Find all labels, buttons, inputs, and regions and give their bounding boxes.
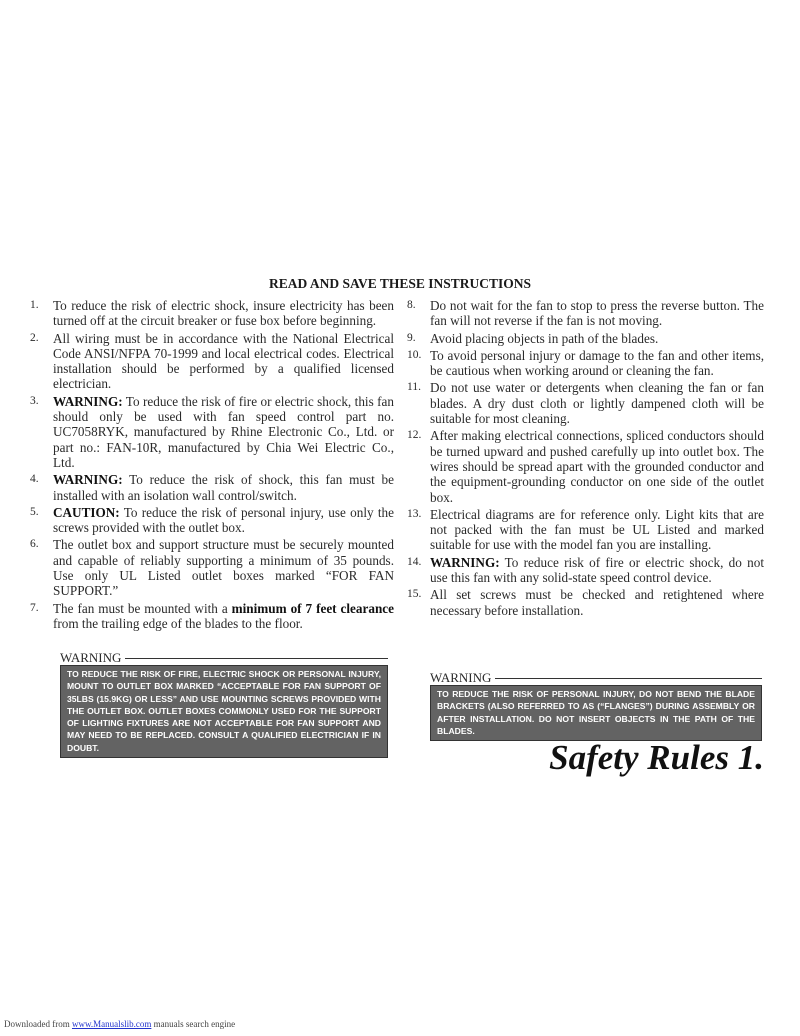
item-number: 5. (30, 505, 39, 518)
emphasis-text: minimum of 7 feet clearance (231, 600, 394, 616)
item-text: Do not wait for the fan to stop to press the reverse button. The fan will not reverse if the fan is not moving. (430, 298, 764, 329)
item-number: 14. (407, 555, 422, 568)
list-item (407, 507, 764, 553)
item-number: 4. (30, 473, 39, 486)
page-heading: READ AND SAVE THESE INSTRUCTIONS (268, 276, 532, 291)
emphasis-text: CAUTION: (53, 504, 120, 520)
list-item (30, 472, 394, 503)
item-text: All set screws must be checked and retightened where necessary before installation. (430, 587, 764, 618)
section-title: Safety Rules 1. (549, 738, 764, 777)
item-text: To reduce the risk of fire or electric shock, this fan should only be used with fan speed control part no. UC7058RYK, manufactured by Rhine Electronic Co., Ltd. or part no.: FAN-10R, manufactured by Chia Wei Electric Co., Ltd. (53, 393, 394, 470)
item-number: 13. (407, 507, 422, 520)
divider (495, 678, 762, 679)
item-text: The fan must be mounted with a (53, 600, 232, 616)
item-text: To reduce risk of fire or electric shock, do not use this fan with any solid-state speed control device. (430, 554, 764, 586)
item-number: 12. (407, 429, 422, 442)
list-item (30, 331, 394, 392)
emphasis-text: WARNING: (53, 472, 123, 488)
item-number: 2. (30, 331, 39, 344)
item-text: All wiring must be in accordance with the National Electrical Code ANSI/NFPA 70-1999 and local electrical codes. Electrical installation should be performed by a qualified licensed electrician. (53, 330, 394, 392)
item-text: To reduce the risk of personal injury, use only the screws provided with the outlet box. (53, 504, 394, 536)
list-item (30, 505, 394, 536)
list-item (30, 394, 394, 470)
warning-panel-right (430, 671, 762, 741)
list-item (407, 331, 764, 346)
item-text: To reduce the risk of shock, this fan must be installed with an isolation wall control/switch. (53, 472, 394, 503)
footer-suffix: manuals search engine (151, 1019, 236, 1029)
item-number: 11. (407, 381, 421, 394)
list-item (407, 380, 764, 426)
item-number: 15. (407, 588, 422, 601)
item-text: To reduce the risk of electric shock, insure electricity has been turned off at the circuit breaker or fuse box before beginning. (53, 298, 394, 329)
footer (4, 1019, 235, 1029)
footer-prefix: Downloaded from (4, 1019, 72, 1029)
item-number: 7. (30, 601, 39, 614)
list-item (30, 601, 394, 632)
item-text: Electrical diagrams are for reference only. Light kits that are not packed with the fan must be UL Listed and marked suitable for use with the model fan you are installing. (430, 506, 764, 553)
list-item (407, 298, 764, 329)
item-number: 6. (30, 538, 39, 551)
warning-text: TO REDUCE THE RISK OF FIRE, ELECTRIC SHOCK OR PERSONAL INJURY, MOUNT TO OUTLET BOX MARKED “ACCEPTABLE FOR FAN SUPPORT OF 35LBS (15.9KG) OR LESS” AND USE MOUNTING SCREWS PROVIDED WITH THE OUTLET BOX. OUTLET BOXES COMMONLY USED FOR THE SUPPORT OF LIGHTING FIXTURES ARE NOT ACCEPTABLE FOR FAN SUPPORT AND MAY NEED TO BE REPLACED. CONSULT A QUALIFIED ELECTRICIAN IF IN DOUBT. (60, 665, 388, 758)
manualslib-link[interactable]: www.Manualslib.com (71, 1019, 152, 1029)
warning-text: TO REDUCE THE RISK OF PERSONAL INJURY, DO NOT BEND THE BLADE BRACKETS (ALSO REFERRED TO AS (“FLANGES”) DURING ASSEMBLY OR AFTER INSTALLATION. DO NOT INSERT OBJECTS IN THE PATH OF THE BLADES. (430, 685, 762, 741)
item-text: Do not use water or detergents when cleaning the fan or fan blades. A dry dust cloth or lightly dampened cloth will be suitable for most cleaning. (430, 380, 764, 427)
list-item (407, 348, 764, 379)
left-column (30, 298, 394, 633)
item-number: 1. (30, 299, 39, 311)
emphasis-text: WARNING: (430, 554, 500, 570)
item-text: To avoid personal injury or damage to the fan and other items, be cautious when working around or cleaning the fan. (430, 347, 764, 379)
list-item (407, 428, 764, 504)
right-column (407, 298, 764, 620)
item-number: 10. (407, 348, 422, 361)
warning-label: WARNING (60, 650, 122, 665)
item-text: from the trailing edge of the blades to the floor. (53, 615, 303, 631)
item-text: Avoid placing objects in path of the blades. (430, 330, 659, 346)
warning-label: WARNING (430, 670, 492, 685)
item-number: 9. (407, 331, 416, 344)
item-number: 3. (30, 394, 39, 407)
divider (125, 658, 388, 659)
warning-panel-left (60, 651, 388, 758)
list-item (30, 298, 394, 329)
item-text: After making electrical connections, spliced conductors should be turned upward and pushed carefully up into outlet box. The wires should be spread apart with the grounded conductor and the equipment-grounding conductor on one side of the outlet box. (430, 428, 764, 505)
item-text: The outlet box and support structure must be securely mounted and capable of reliably supporting a minimum of 35 pounds. Use only UL Listed outlet boxes marked “FOR FAN SUPPORT.” (53, 537, 394, 599)
list-item (407, 555, 764, 586)
emphasis-text: WARNING: (53, 393, 123, 409)
list-item (30, 537, 394, 598)
list-item (407, 587, 764, 618)
item-number: 8. (407, 299, 416, 311)
